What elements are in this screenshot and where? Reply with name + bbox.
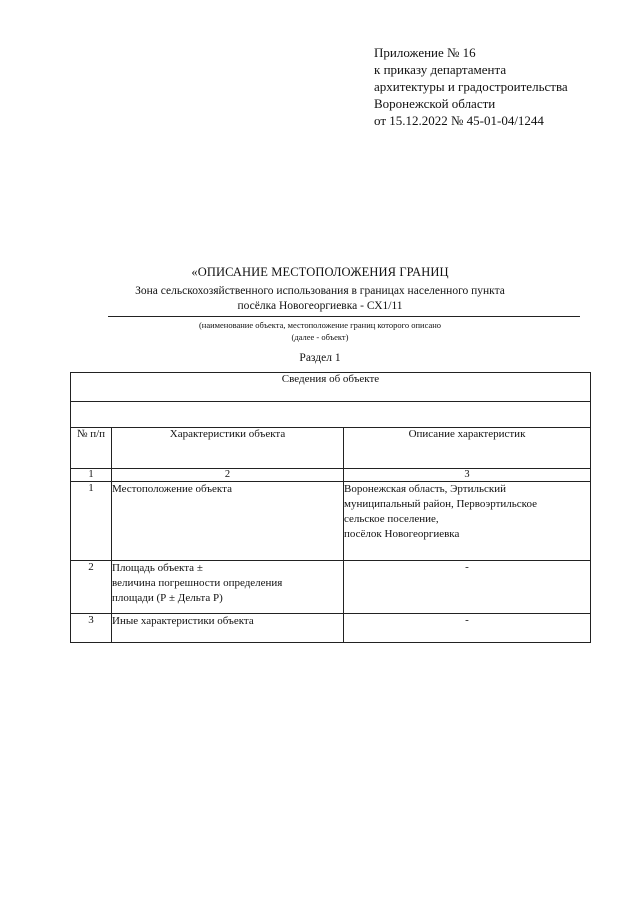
annex-line: архитектуры и градостроительства — [374, 79, 568, 94]
index-cell: 1 — [71, 469, 112, 482]
column-header-description: Описание характеристик — [344, 428, 591, 469]
document-title: «ОПИСАНИЕ МЕСТОПОЛОЖЕНИЯ ГРАНИЦ — [191, 265, 449, 279]
text-line: площади (Р ± Дельта Р) — [112, 592, 223, 604]
text-line: Воронежская область, Эртильский — [344, 483, 506, 495]
row-number: 3 — [71, 614, 112, 643]
table-row — [71, 614, 591, 643]
object-name-line: Зона сельскохозяйственного использования в границах населенного пункта — [135, 285, 505, 297]
table-index-row — [71, 469, 591, 482]
section-label: Раздел 1 — [299, 352, 341, 364]
text-line: Площадь объекта ± — [112, 562, 203, 574]
row-characteristic — [112, 482, 344, 561]
table-blank-row — [71, 402, 591, 428]
table-row — [71, 561, 591, 614]
table-column-header-row — [71, 428, 591, 469]
row-characteristic — [112, 614, 344, 643]
caption-note: (наименование объекта, местоположение границ которого описано — [198, 320, 442, 330]
text-line: Местоположение объекта — [112, 483, 232, 495]
table-row — [71, 482, 591, 561]
table-heading-row — [71, 373, 591, 402]
row-number: 2 — [71, 561, 112, 614]
row-description — [344, 482, 591, 561]
column-header-number: № п/п — [71, 428, 112, 469]
text-line: сельское поселение, — [344, 513, 439, 525]
object-info-table — [70, 372, 591, 643]
annex-line: Воронежской области — [374, 96, 496, 111]
table-heading: Сведения об объекте — [71, 373, 591, 402]
blank-cell — [71, 402, 591, 428]
text-line: величина погрешности определения — [112, 577, 283, 589]
annex-line: от 15.12.2022 № 45-01-04/1244 — [374, 113, 544, 128]
column-header-characteristic: Характеристики объекта — [112, 428, 344, 469]
row-characteristic — [112, 561, 344, 614]
index-cell: 2 — [112, 469, 344, 482]
row-number: 1 — [71, 482, 112, 561]
row-description: - — [344, 561, 591, 614]
text-line: посёлок Новогеоргиевка — [344, 528, 460, 540]
object-name-line: посёлка Новогеоргиевка - СХ1/11 — [237, 300, 403, 312]
caption-note: (далее - объект) — [291, 332, 349, 342]
annex-header — [374, 44, 568, 129]
underline-rule — [108, 316, 580, 317]
text-line: муниципальный район, Первоэртильское — [344, 498, 537, 510]
text-line: Иные характеристики объекта — [112, 615, 254, 627]
index-cell: 3 — [344, 469, 591, 482]
annex-line: к приказу департамента — [374, 62, 507, 77]
annex-line: Приложение № 16 — [374, 45, 476, 60]
row-description: - — [344, 614, 591, 643]
